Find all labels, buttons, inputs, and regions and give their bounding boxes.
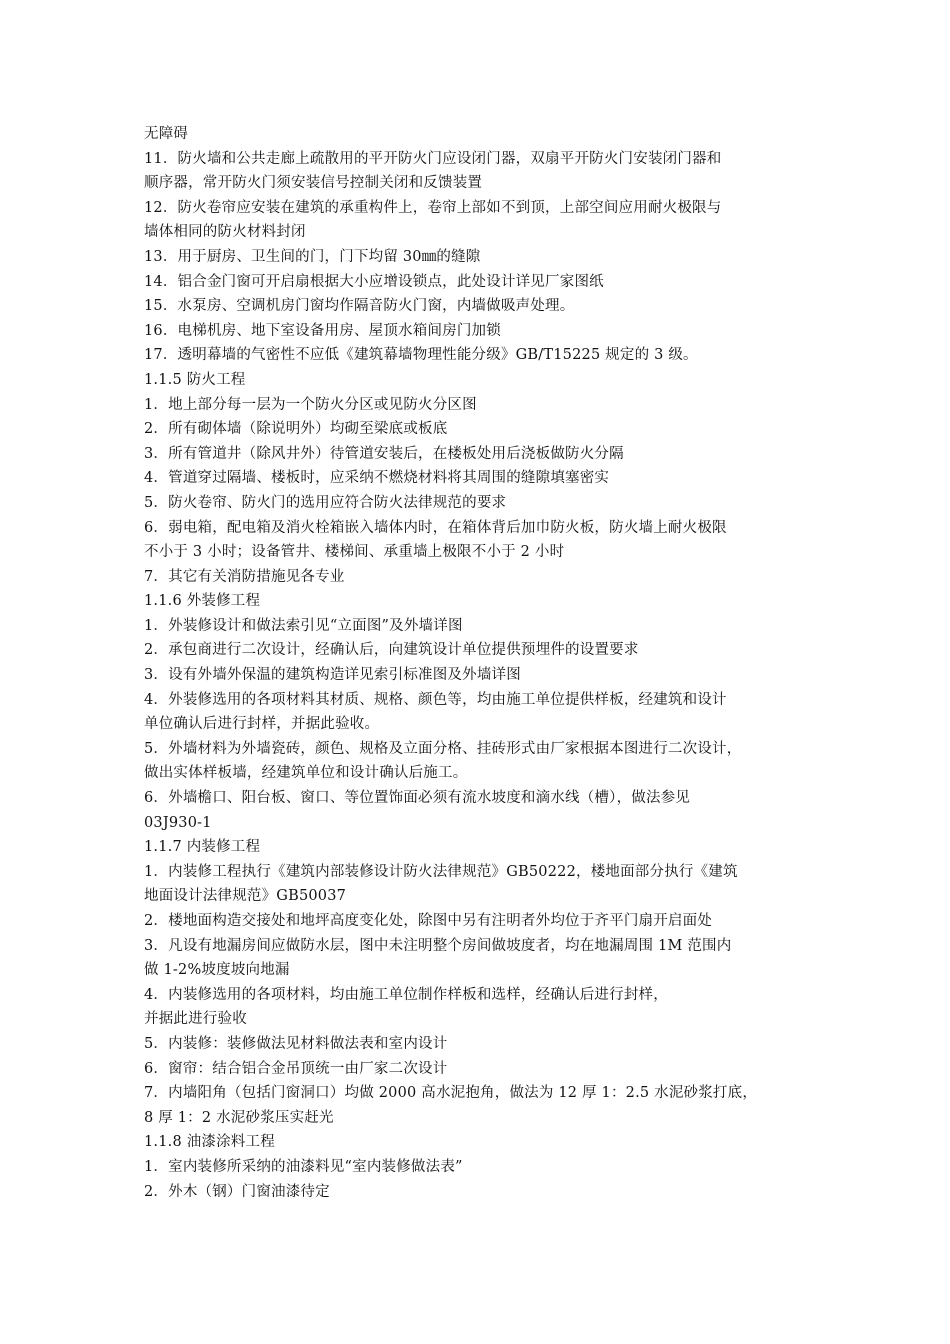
- text-line: 6．窗帘：结合铝合金吊顶统一由厂家二次设计: [144, 1060, 448, 1077]
- text-line: 做出实体样板墙，经建筑单位和设计确认后施工。: [144, 765, 468, 782]
- text-line: 8 厚 1：2 水泥砂浆压实赶光: [144, 1109, 334, 1126]
- text-line: 13．用于厨房、卫生间的门，门下均留 30㎜的缝隙: [144, 248, 481, 265]
- text-line: 7．内墙阳角（包括门窗洞口）均做 2000 高水泥抱角，做法为 12 厚 1：2.5 水泥砂浆打底，: [144, 1085, 758, 1102]
- text-line: 6．弱电箱，配电箱及消火栓箱嵌入墙体内时，在箱体背后加巾防火板，防火墙上耐火极限: [144, 519, 727, 536]
- text-line: 03J930-1: [144, 814, 212, 831]
- text-line: 5．防火卷帘、防火门的选用应符合防火法律规范的要求: [144, 494, 507, 511]
- text-line: 6．外墙檐口、阳台板、窗口、等位置饰面必须有流水坡度和滴水线（槽），做法参见: [144, 790, 691, 807]
- text-line: 1．外装修设计和做法索引见“立面图”及外墙详图: [144, 617, 463, 634]
- text-line: 4．内装修选用的各项材料，均由施工单位制作样板和选样，经确认后进行封样，: [144, 986, 668, 1003]
- text-line: 3．凡设有地漏房间应做防水层，图中未注明整个房间做坡度者，均在地漏周围 1M 范围内: [144, 937, 732, 954]
- text-line: 4．外装修选用的各项材料其材质、规格、颜色等，均由施工单位提供样板，经建筑和设计: [144, 691, 727, 708]
- document-body: [144, 122, 820, 1204]
- text-line: 2．楼地面构造交接处和地坪高度变化处，除图中另有注明者外均位于齐平门扇开启面处: [144, 913, 713, 929]
- text-line: 5．外墙材料为外墙瓷砖，颜色、规格及立面分格、挂砖形式由厂家根据本图进行二次设计，: [144, 740, 742, 757]
- text-line: 1.1.6 外装修工程: [144, 593, 261, 610]
- text-line: 16．电梯机房、地下室设备用房、屋顶水箱间房门加锁: [144, 322, 501, 339]
- text-line: 2．外木（钢）门窗油漆待定: [144, 1183, 330, 1200]
- text-line: 单位确认后进行封样，并据此验收。: [144, 716, 380, 733]
- text-line: 7．其它有关消防措施见各专业: [144, 568, 345, 585]
- text-line: 17．透明幕墙的气密性不应低《建筑幕墙物理性能分级》GB/T15225 规定的 3 级。: [144, 347, 698, 364]
- text-line: 做 1-2%坡度坡向地漏: [144, 962, 290, 979]
- text-line: 5．内装修：装修做法见材料做法表和室内设计: [144, 1035, 448, 1052]
- text-line: 地面设计法律规范》GB50037: [144, 888, 347, 905]
- text-line: 1.1.5 防火工程: [144, 371, 246, 388]
- text-line: 不小于 3 小时；设备管井、楼梯间、承重墙上极限不小于 2 小时: [144, 544, 565, 561]
- text-line: 12．防火卷帘应安装在建筑的承重构件上，卷帘上部如不到顶，上部空间应用耐火极限与: [144, 199, 722, 216]
- text-line: 1.1.8 油漆涂料工程: [144, 1134, 275, 1151]
- text-line: 1．内装修工程执行《建筑内部装修设计防火法律规范》GB50222，楼地面部分执行《建筑: [144, 863, 738, 880]
- text-line: 14．铝合金门窗可开启扇根据大小应增设锁点，此处设计详见厂家图纸: [144, 273, 604, 290]
- text-line: 15．水泵房、空调机房门窗均作隔音防火门窗，内墙做吸声处理。: [144, 298, 575, 315]
- text-line: 顺序器，常开防火门须安装信号控制关闭和反馈装置: [144, 175, 483, 192]
- text-line: 2．承包商进行二次设计，经确认后，向建筑设计单位提供预埋件的设置要求: [144, 642, 639, 659]
- text-line: 无障碍: [144, 126, 189, 142]
- text-line: 2．所有砌体墙（除说明外）均砌至梁底或板底: [144, 421, 448, 438]
- text-line: 1．地上部分每一层为一个防火分区或见防火分区图: [144, 396, 477, 413]
- text-line: 1.1.7 内装修工程: [144, 839, 261, 856]
- text-line: 11．防火墙和公共走廊上疏散用的平开防火门应设闭门器，双扇平开防火门安装闭门器和: [144, 150, 722, 167]
- text-line: 并据此进行验收: [144, 1011, 247, 1028]
- text-line: 4．管道穿过隔墙、楼板时，应采纳不燃烧材料将其周围的缝隙填塞密实: [144, 470, 610, 487]
- text-line: 3．所有管道井（除风井外）待管道安装后，在楼板处用后浇板做防火分隔: [144, 445, 624, 462]
- text-line: 1．室内装修所采纳的油漆料见“室内装修做法表”: [144, 1158, 463, 1175]
- text-line: 3．设有外墙外保温的建筑构造详见索引标准图及外墙详图: [144, 667, 521, 684]
- text-line: 墙体相同的防火材料封闭: [144, 224, 306, 241]
